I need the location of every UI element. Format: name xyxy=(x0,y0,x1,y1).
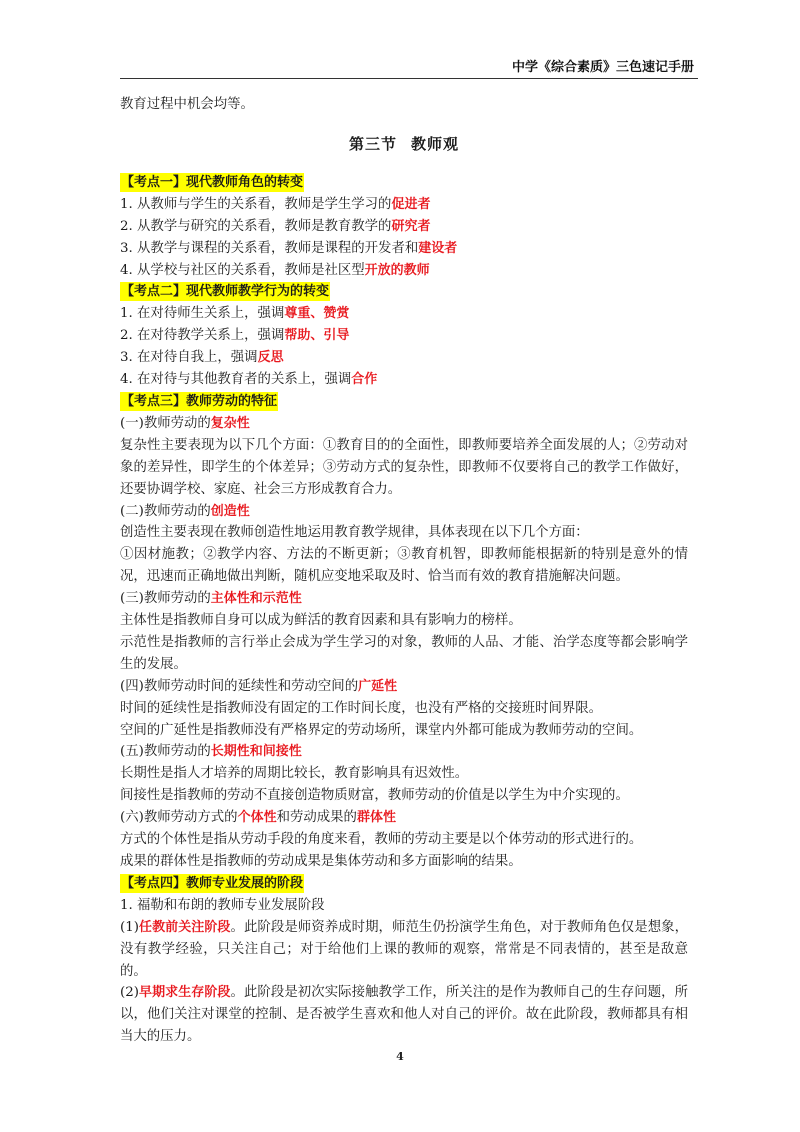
kp4-stage1 xyxy=(120,917,688,983)
kp3-sub4-heading xyxy=(120,676,688,698)
kp3-sub6-heading xyxy=(120,807,688,829)
header-divider xyxy=(120,78,698,79)
kp1-item-keyword: 研究者 xyxy=(391,218,431,234)
kp3-sub3-body2: 示范性是指教师的言行举止会成为学生学习的对象，教师的人品、才能、治学态度等都会影响学生的发展。 xyxy=(120,634,688,672)
kp3-sub2-heading xyxy=(120,501,688,523)
kp2-item-keyword: 反思 xyxy=(257,350,284,366)
subheading-text: (四)教师劳动时间的延续性和劳动空间的 xyxy=(120,678,359,694)
kp1-item-text: 4. 从学校与社区的关系看，教师是社区型 xyxy=(120,262,365,278)
kp2-item-text: 4. 在对待与其他教育者的关系上，强调 xyxy=(120,372,352,388)
kp2-item xyxy=(120,347,688,369)
subheading-text: (三)教师劳动的 xyxy=(120,591,211,607)
stage-number: (1) xyxy=(120,919,139,935)
kp1-item xyxy=(120,216,688,238)
page-number: 4 xyxy=(396,1050,404,1063)
kp2-item-keyword: 合作 xyxy=(351,372,378,388)
header-title: 中学《综合素质》三色速记手册 xyxy=(511,60,694,75)
kp4-subtitle: 1. 福勒和布朗的教师专业发展阶段 xyxy=(120,897,325,913)
kp4-heading-row xyxy=(120,873,688,895)
kp1-item-keyword: 建设者 xyxy=(418,240,458,256)
kp3-sub4-body2: 空间的广延性是指教师没有严格界定的劳动场所，课堂内外都可能成为教师劳动的空间。 xyxy=(120,722,643,738)
kp1-item xyxy=(120,260,688,282)
kp2-item-text: 2. 在对待教学关系上，强调 xyxy=(120,328,285,344)
subheading-text: (一)教师劳动的 xyxy=(120,415,211,431)
kp3-sub2-body2: ①因材施教；②教学内容、方法的不断更新；③教育机智，即教师能根据新的特别是意外的情况，迅速而正确地做出判断，随机应变地采取及时、恰当而有效的教育措施解决问题。 xyxy=(120,547,688,585)
stage-description: 。此阶段是师资养成时期，师范生仍扮演学生角色，对于教师角色仅是想象，没有教学经验，只关注自己；对于给他们上课的教师的观察，常常是不同表情的，甚至是敌意的。 xyxy=(120,919,688,979)
subheading-keyword: 长期性和间接性 xyxy=(210,744,302,760)
kp1-item-text: 1. 从教师与学生的关系看，教师是学生学习的 xyxy=(120,196,392,212)
kp1-item-text: 2. 从教学与研究的关系看，教师是教育教学的 xyxy=(120,218,392,234)
kp2-item xyxy=(120,325,688,347)
kp2-heading-row xyxy=(120,281,688,303)
kp3-sub5-heading xyxy=(120,741,688,763)
kp4-stage2 xyxy=(120,982,688,1048)
subheading-text: (六)教师劳动方式的 xyxy=(120,810,238,826)
stage-number: (2) xyxy=(120,985,139,1001)
kp4-heading: 【考点四】教师专业发展的阶段 xyxy=(121,875,304,891)
kp3-sub1-body: 复杂性主要表现为以下几个方面：①教育目的的全面性，即教师要培养全面发展的人；②劳动对象的差异性，即学生的个体差异；③劳动方式的复杂性，即教师不仅要将自己的教学工作做好，还要协调学校、家庭、社会三方形成教育合力。 xyxy=(120,437,688,497)
subheading-keyword: 个体性 xyxy=(237,810,277,826)
section-prefix: 第三节 xyxy=(348,134,397,153)
kp1-heading-row xyxy=(120,172,688,194)
section-title xyxy=(120,124,688,164)
stage-keyword: 早期求生存阶段 xyxy=(138,985,231,1001)
intro-line: 教育过程中机会均等。 xyxy=(120,97,254,112)
kp3-heading: 【考点三】教师劳动的特征 xyxy=(121,393,278,409)
kp2-item-keyword: 帮助、引导 xyxy=(284,328,350,344)
kp1-item xyxy=(120,194,688,216)
kp2-item-keyword: 尊重、赞赏 xyxy=(284,306,350,322)
kp2-item-text: 3. 在对待自我上，强调 xyxy=(120,350,258,366)
subheading-keyword: 群体性 xyxy=(356,810,396,826)
subheading-keyword: 广延性 xyxy=(358,678,398,694)
kp2-item-text: 1. 在对待师生关系上，强调 xyxy=(120,306,285,322)
page-body xyxy=(120,94,688,1048)
kp3-sub6-body1: 方式的个体性是指从劳动手段的角度来看，教师的劳动主要是以个体劳动的形式进行的。 xyxy=(120,832,643,848)
kp2-item xyxy=(120,369,688,391)
subheading-text: (二)教师劳动的 xyxy=(120,503,211,519)
kp3-sub3-body1: 主体性是指教师自身可以成为鲜活的教育因素和具有影响力的榜样。 xyxy=(120,613,522,629)
kp3-sub1-heading xyxy=(120,413,688,435)
kp3-sub2-body1: 创造性主要表现在教师创造性地运用教育教学规律，具体表现在以下几个方面： xyxy=(120,525,589,541)
kp3-sub3-heading xyxy=(120,588,688,610)
subheading-keyword: 创造性 xyxy=(210,503,250,519)
kp3-sub6-body2: 成果的群体性是指教师的劳动成果是集体劳动和多方面影响的结果。 xyxy=(120,854,522,869)
subheading-text: 和劳动成果的 xyxy=(276,810,357,826)
kp1-item-keyword: 开放的教师 xyxy=(364,262,430,278)
stage-keyword: 任教前关注阶段 xyxy=(138,919,231,935)
subheading-keyword: 主体性和示范性 xyxy=(210,591,302,607)
kp3-heading-row xyxy=(120,391,688,413)
kp3-sub4-body1: 时间的延续性是指教师没有固定的工作时间长度，也没有严格的交接班时间界限。 xyxy=(120,700,603,716)
subheading-text: (五)教师劳动的 xyxy=(120,744,211,760)
kp2-item xyxy=(120,303,688,325)
kp1-item xyxy=(120,238,688,260)
section-name: 教师观 xyxy=(411,134,460,153)
stage-description: 。此阶段是初次实际接触教学工作，所关注的是作为教师自己的生存问题，所以，他们关注对课堂的控制、是否被学生喜欢和他人对自己的评价。故在此阶段，教师都具有相当大的压力。 xyxy=(120,985,688,1045)
subheading-keyword: 复杂性 xyxy=(210,415,250,431)
kp1-item-text: 3. 从教学与课程的关系看，教师是课程的开发者和 xyxy=(120,240,419,256)
kp3-sub5-body2: 间接性是指教师的劳动不直接创造物质财富，教师劳动的价值是以学生为中介实现的。 xyxy=(120,788,629,804)
kp1-heading: 【考点一】现代教师角色的转变 xyxy=(121,174,304,190)
kp2-heading: 【考点二】现代教师教学行为的转变 xyxy=(121,284,330,300)
kp3-sub5-body1: 长期性是指人才培养的周期比较长，教育影响具有迟效性。 xyxy=(120,766,469,782)
kp1-item-keyword: 促进者 xyxy=(391,196,431,212)
